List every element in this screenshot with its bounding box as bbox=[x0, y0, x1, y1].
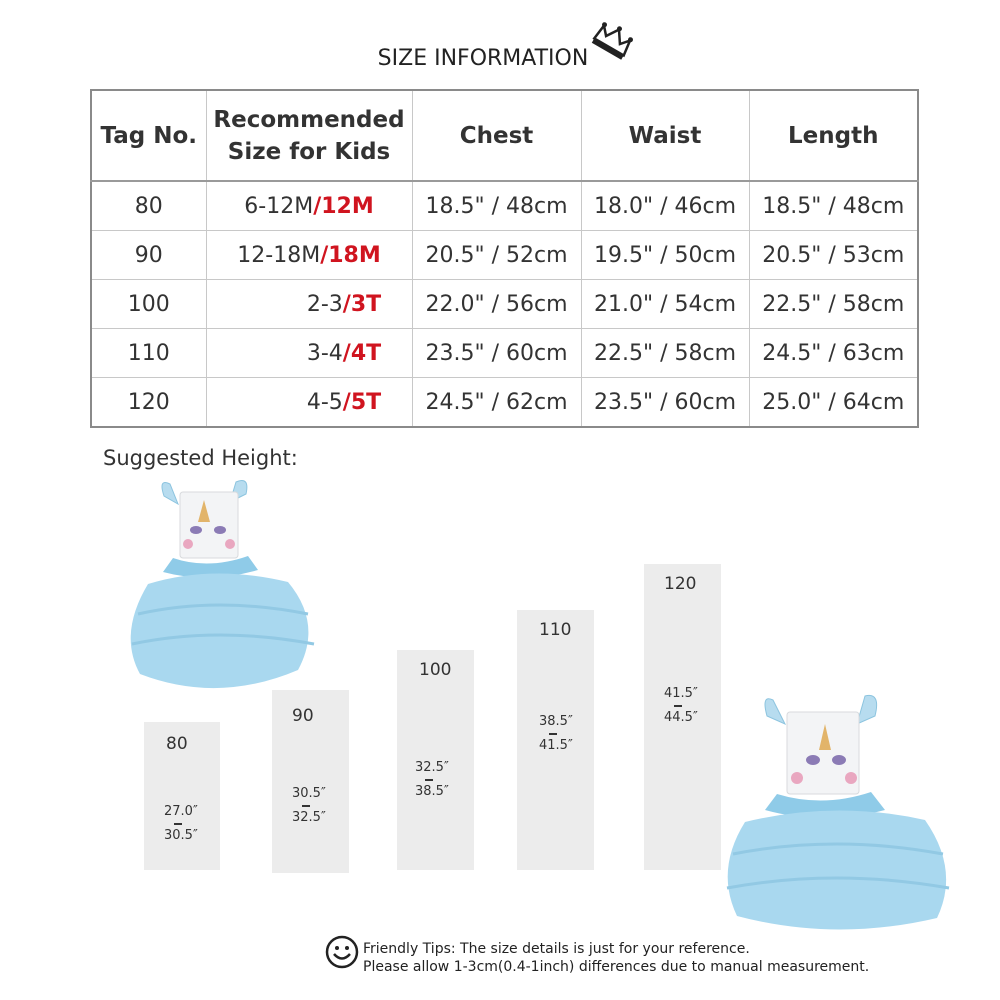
rec-size: /5T bbox=[342, 389, 382, 415]
rec-range: 12-18M bbox=[237, 242, 321, 268]
page-title: SIZE INFORMATION bbox=[377, 46, 589, 71]
bar-range bbox=[164, 804, 234, 844]
bar-tag: 90 bbox=[292, 706, 314, 726]
bar-range bbox=[292, 786, 362, 826]
header-tag: Tag No. bbox=[91, 90, 206, 181]
tips-line-1: Friendly Tips: The size details is just for your reference. bbox=[363, 941, 750, 957]
cell-length: 24.5" / 63cm bbox=[749, 329, 918, 378]
range-to: 30.5″ bbox=[164, 828, 198, 843]
table-header-row bbox=[91, 90, 918, 181]
cell-recommended bbox=[206, 329, 412, 378]
height-bar-120 bbox=[644, 564, 721, 870]
cell-tag: 80 bbox=[91, 181, 206, 231]
cell-tag: 110 bbox=[91, 329, 206, 378]
table-row bbox=[91, 378, 918, 428]
cell-chest: 24.5" / 62cm bbox=[412, 378, 581, 428]
cell-chest: 23.5" / 60cm bbox=[412, 329, 581, 378]
crown-icon bbox=[590, 20, 636, 60]
bar-tag: 80 bbox=[166, 734, 188, 754]
range-from: 41.5″ bbox=[664, 686, 698, 701]
rec-range: 2-3 bbox=[306, 291, 343, 317]
header-waist: Waist bbox=[581, 90, 749, 181]
range-from: 30.5″ bbox=[292, 786, 326, 801]
rec-size: /12M bbox=[313, 193, 374, 219]
cell-recommended bbox=[206, 231, 412, 280]
bar-range bbox=[539, 714, 609, 754]
size-table bbox=[90, 89, 919, 428]
cell-recommended bbox=[206, 378, 412, 428]
bar-range bbox=[415, 760, 485, 800]
cell-length: 20.5" / 53cm bbox=[749, 231, 918, 280]
cell-chest: 20.5" / 52cm bbox=[412, 231, 581, 280]
suggested-height-label: Suggested Height: bbox=[103, 446, 298, 470]
cell-chest: 22.0" / 56cm bbox=[412, 280, 581, 329]
friendly-tips bbox=[363, 940, 869, 976]
smiley-icon bbox=[325, 935, 359, 969]
table-row bbox=[91, 280, 918, 329]
bar-tag: 100 bbox=[419, 660, 452, 680]
unicorn-dress-image bbox=[715, 690, 960, 936]
range-to: 32.5″ bbox=[292, 810, 326, 825]
cell-recommended bbox=[206, 181, 412, 231]
height-bar-80 bbox=[144, 722, 220, 870]
header-length: Length bbox=[749, 90, 918, 181]
cell-recommended bbox=[206, 280, 412, 329]
rec-size: /3T bbox=[342, 291, 382, 317]
cell-length: 18.5" / 48cm bbox=[749, 181, 918, 231]
range-from: 38.5″ bbox=[539, 714, 573, 729]
rec-size: /4T bbox=[342, 340, 382, 366]
unicorn-dress-image bbox=[118, 474, 328, 696]
cell-length: 25.0" / 64cm bbox=[749, 378, 918, 428]
rec-size: /18M bbox=[320, 242, 381, 268]
cell-tag: 100 bbox=[91, 280, 206, 329]
height-bar-100 bbox=[397, 650, 474, 870]
cell-chest: 18.5" / 48cm bbox=[412, 181, 581, 231]
header-chest: Chest bbox=[412, 90, 581, 181]
height-bar-90 bbox=[272, 690, 349, 873]
range-dash bbox=[549, 733, 557, 735]
table-row bbox=[91, 231, 918, 280]
bar-tag: 110 bbox=[539, 620, 572, 640]
rec-range: 4-5 bbox=[306, 389, 343, 415]
range-to: 41.5″ bbox=[539, 738, 573, 753]
range-from: 27.0″ bbox=[164, 804, 198, 819]
cell-length: 22.5" / 58cm bbox=[749, 280, 918, 329]
cell-tag: 120 bbox=[91, 378, 206, 428]
cell-waist: 23.5" / 60cm bbox=[581, 378, 749, 428]
table-row bbox=[91, 181, 918, 231]
rec-range: 6-12M bbox=[244, 193, 314, 219]
cell-waist: 21.0" / 54cm bbox=[581, 280, 749, 329]
range-dash bbox=[674, 705, 682, 707]
header-rec-line2: Size for Kids bbox=[227, 138, 391, 165]
tips-line-2: Please allow 1-3cm(0.4-1inch) differences due to manual measurement. bbox=[363, 959, 870, 975]
range-from: 32.5″ bbox=[415, 760, 449, 775]
range-to: 38.5″ bbox=[415, 784, 449, 799]
cell-tag: 90 bbox=[91, 231, 206, 280]
header-recommended bbox=[206, 90, 412, 181]
bar-tag: 120 bbox=[664, 574, 697, 594]
table-row bbox=[91, 329, 918, 378]
height-bar-110 bbox=[517, 610, 594, 870]
range-dash bbox=[174, 823, 182, 825]
range-dash bbox=[425, 779, 433, 781]
range-to: 44.5″ bbox=[664, 710, 698, 725]
cell-waist: 18.0" / 46cm bbox=[581, 181, 749, 231]
cell-waist: 19.5" / 50cm bbox=[581, 231, 749, 280]
rec-range: 3-4 bbox=[306, 340, 343, 366]
cell-waist: 22.5" / 58cm bbox=[581, 329, 749, 378]
range-dash bbox=[302, 805, 310, 807]
header-rec-line1: Recommended bbox=[213, 106, 405, 133]
